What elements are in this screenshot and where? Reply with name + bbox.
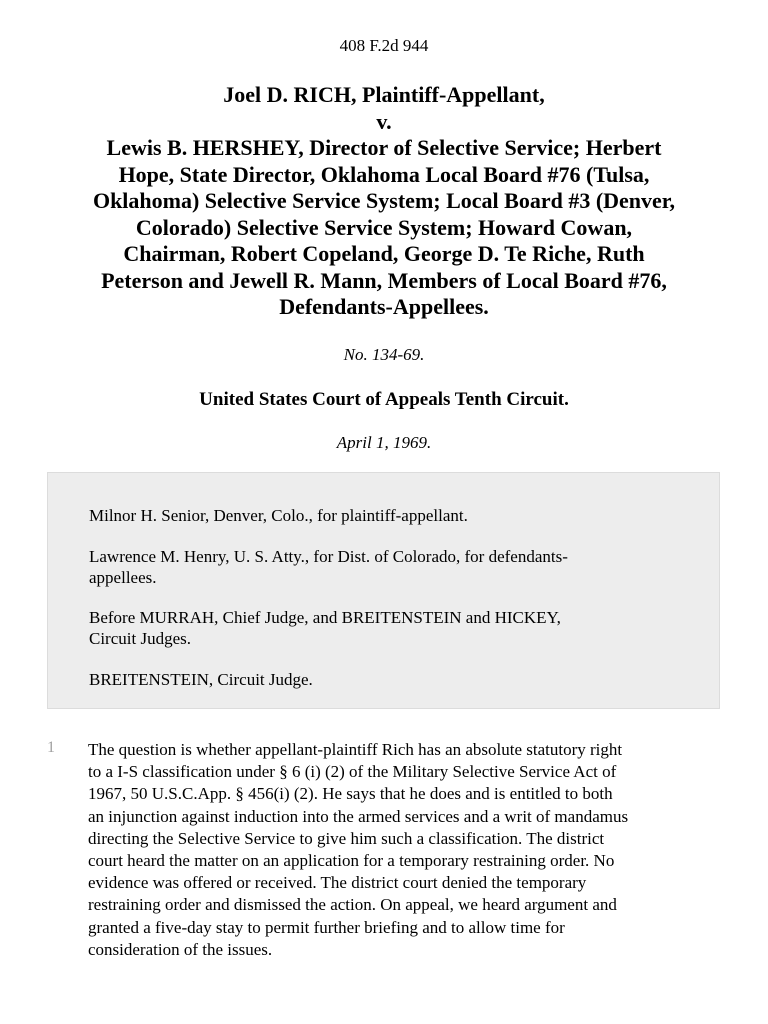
caption-line: Peterson and Jewell R. Mann, Members of Local Board #76, [101,267,667,293]
paragraph-text [88,739,728,961]
paragraph-line: evidence was offered or received. The district court denied the temporary [88,873,587,893]
paragraph-line: The question is whether appellant-plaintiff Rich has an absolute statutory right [88,740,623,759]
paragraph-line: 1967, 50 U.S.C.App. § 456(i) (2). He says that he does and is entitled to both [88,784,613,804]
paragraph-line: an injunction against induction into the armed services and a writ of mandamus [88,806,629,826]
paragraph-number: 1 [47,739,55,756]
docket-number: No. 134-69. [343,345,425,364]
defendant-counsel [89,546,669,588]
defendant-counsel-line: Lawrence M. Henry, U. S. Atty., for Dist. of Colorado, for defendants- [89,547,568,566]
caption-line: v. [376,108,392,134]
case-caption [40,82,728,321]
caption-line: Lewis B. HERSHEY, Director of Selective Service; Herbert [106,135,662,160]
caption-line: Oklahoma) Selective Service System; Local Board #3 (Denver, [92,188,676,213]
plaintiff-counsel: Milnor H. Senior, Denver, Colo., for plaintiff-appellant. [89,506,468,525]
court-name: United States Court of Appeals Tenth Circuit. [199,389,569,410]
caption-line: Chairman, Robert Copeland, George D. Te Riche, Ruth [123,241,645,266]
panel-line: Before MURRAH, Chief Judge, and BREITENSTEIN and HICKEY, [89,608,561,627]
case-citation: 408 F.2d 944 [339,36,429,55]
caption-line: Colorado) Selective Service System; Howard Cowan, [135,214,633,240]
caption-line: Defendants-Appellees. [279,294,489,319]
panel-line: Circuit Judges. [89,629,191,648]
decision-date: April 1, 1969. [336,433,432,452]
panel-judges [89,607,669,649]
caption-line: Hope, State Director, Oklahoma Local Board #76 (Tulsa, [118,161,650,187]
defendant-counsel-line: appellees. [89,568,157,587]
paragraph-line: consideration of the issues. [88,939,273,959]
paragraph-line: to a I-S classification under § 6 (i) (2) of the Military Selective Service Act of [88,762,617,782]
paragraph-line: granted a five-day stay to permit further briefing and to allow time for [88,917,565,937]
opinion-author: BREITENSTEIN, Circuit Judge. [89,670,313,689]
paragraph-line: court heard the matter on an application for a temporary restraining order. No [88,851,615,871]
paragraph-line: directing the Selective Service to give him such a classification. The district [88,828,605,848]
paragraph-line: restraining order and dismissed the action. On appeal, we heard argument and [88,895,617,915]
counsel-panel [47,472,720,709]
caption-line: Joel D. RICH, Plaintiff-Appellant, [223,82,545,107]
